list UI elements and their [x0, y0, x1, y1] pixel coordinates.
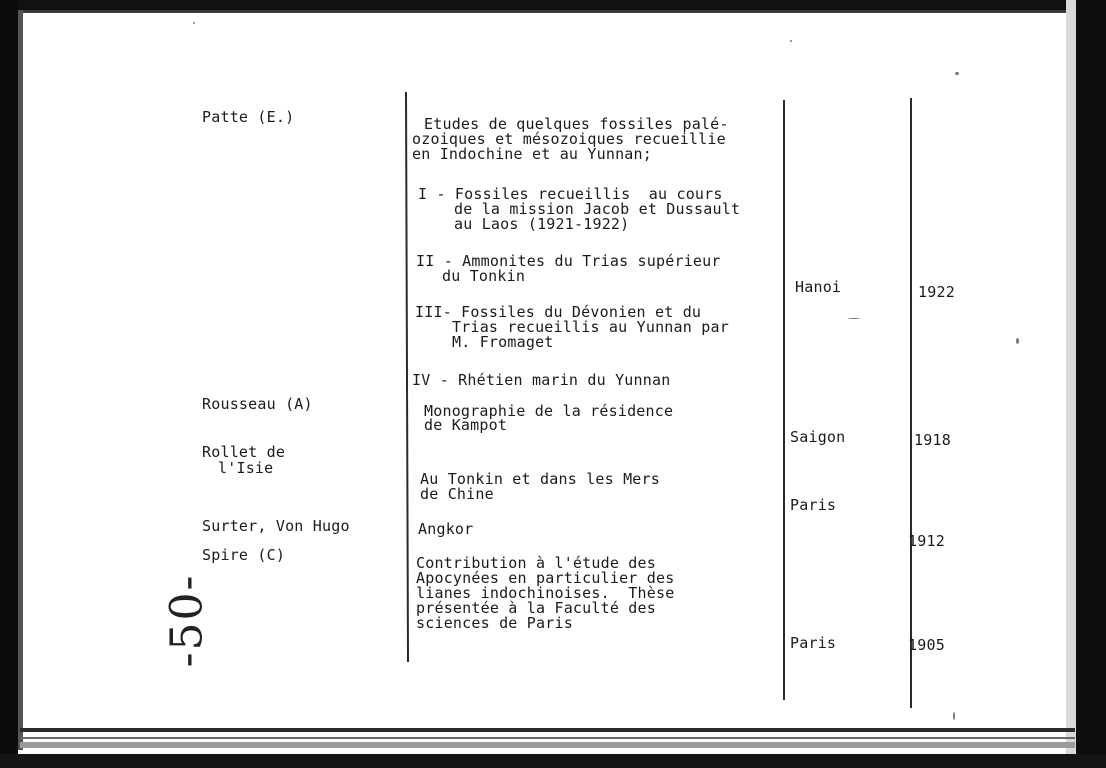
- year-patte: 1922: [918, 283, 955, 301]
- scan-border-bottom: [0, 754, 1106, 768]
- title-part-ii-line-2: du Tonkin: [442, 267, 526, 285]
- page-bottom-edge-3: [20, 742, 1075, 748]
- title-rollet-line-2: de Chine: [420, 485, 494, 503]
- title-rousseau-line-1: Monographie de la résidence: [424, 402, 674, 420]
- dust-speck: [953, 712, 955, 720]
- title-part-iii-line-3: M. Fromaget: [452, 333, 554, 351]
- title-rollet-line-1: Au Tonkin et dans les Mers: [420, 470, 660, 488]
- place-spire: Paris: [790, 634, 837, 652]
- title-part-i-line-3: au Laos (1921-1922): [454, 215, 630, 233]
- title-part-i-line-2: de la mission Jacob et Dussault: [454, 200, 741, 218]
- author-patte: Patte (E.): [202, 108, 295, 126]
- page-top-edge: [18, 10, 1078, 13]
- author-rousseau: Rousseau (A): [202, 395, 313, 413]
- place-rollet: Paris: [790, 496, 837, 514]
- scan-border-left: [0, 0, 18, 768]
- title-part-iv: IV - Rhétien marin du Yunnan: [412, 371, 671, 389]
- author-surter: Surter, Von Hugo: [202, 517, 350, 535]
- place-rousseau: Saigon: [790, 428, 846, 446]
- page-number: -50-: [161, 573, 213, 668]
- dust-speck: [848, 318, 860, 319]
- year-spire: 1905: [908, 636, 945, 654]
- column-rule-title: [405, 92, 409, 662]
- title-spire-line-3: lianes indochinoises. Thèse: [416, 584, 675, 602]
- column-rule-year: [910, 98, 912, 708]
- title-patte-line-2: ozoiques et mésozoiques recueillie: [412, 130, 726, 148]
- scan-border-right: [1076, 0, 1106, 768]
- title-patte-line-1: Etudes de quelques fossiles palé-: [424, 115, 729, 133]
- author-spire: Spire (C): [202, 546, 286, 564]
- column-rule-place: [783, 100, 785, 700]
- title-part-iii-line-1: III- Fossiles du Dévonien et du: [415, 303, 702, 321]
- dust-speck: [955, 72, 959, 75]
- title-spire-line-5: sciences de Paris: [416, 614, 573, 632]
- title-patte-line-3: en Indochine et au Yunnan;: [412, 145, 652, 163]
- dust-speck: [193, 22, 195, 24]
- year-rousseau: 1918: [914, 431, 951, 449]
- title-rousseau-line-2: de Kampot: [424, 416, 508, 434]
- year-surter: 1912: [908, 532, 945, 550]
- title-part-ii-line-1: II - Ammonites du Trias supérieur: [416, 252, 721, 270]
- dust-speck: [790, 40, 792, 42]
- dust-speck: [1016, 338, 1019, 344]
- title-spire-line-1: Contribution à l'étude des: [416, 554, 656, 572]
- scan-border-top: [0, 0, 1106, 10]
- page-right-margin: [1066, 0, 1076, 768]
- author-rollet-line-1: Rollet de: [202, 443, 286, 461]
- page-bottom-edge: [20, 728, 1075, 732]
- title-part-i-line-1: I - Fossiles recueillis au cours: [418, 185, 723, 203]
- author-rollet-line-2: l'Isie: [218, 459, 274, 477]
- title-spire-line-4: présentée à la Faculté des: [416, 599, 656, 617]
- place-patte: Hanoi: [795, 278, 842, 296]
- title-surter: Angkor: [418, 520, 474, 538]
- title-spire-line-2: Apocynées en particulier des: [416, 569, 675, 587]
- page-left-edge: [18, 10, 23, 750]
- title-part-iii-line-2: Trias recueillis au Yunnan par: [452, 318, 729, 336]
- page-bottom-edge-2: [20, 737, 1075, 739]
